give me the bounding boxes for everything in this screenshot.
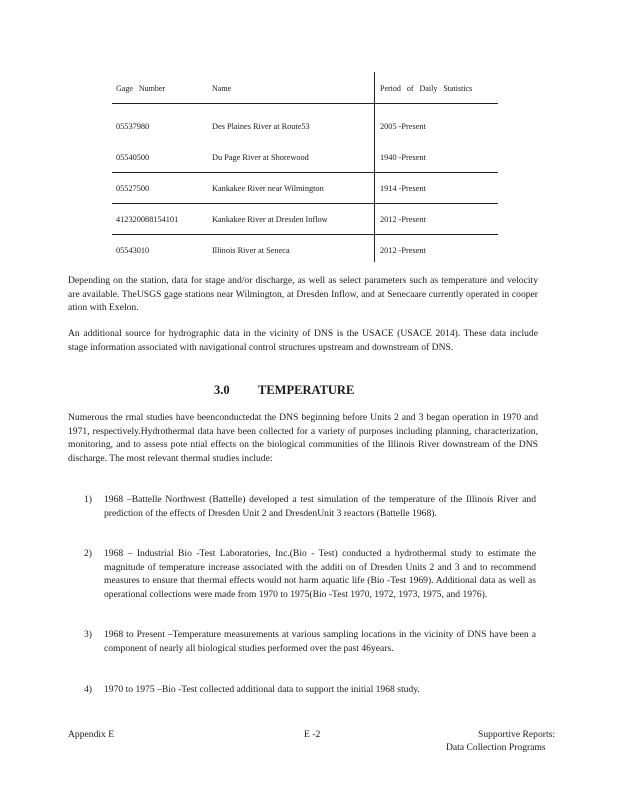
footer-report-subtitle: Data Collection Programs [446,742,546,753]
gage-number-cell: 05537980 [116,122,150,131]
table-row [112,172,498,203]
list-number: 2) [84,548,92,559]
gage-number-cell: 05540500 [116,153,150,162]
station-name-cell: Kankakee River near Wilmington [212,184,324,193]
section-title: TEMPERATURE [258,383,355,397]
footer-page-number: E -2 [304,729,321,740]
table-row [112,110,498,141]
list-number: 4) [84,684,92,695]
header-period: Period of Daily Statistics [380,84,473,93]
list-number: 3) [84,629,92,640]
period-cell: 1940 -Present [380,153,426,162]
footer-appendix: Appendix E [68,729,115,740]
list-text: 1968 to Present –Temperature measurements at various sampling locations in the vicinity of DNS have been a component of nearly all biological studies performed over the past 46years. [104,629,536,654]
list-text: 1970 to 1975 –Bio -Test collected additional data to support the initial 1968 study. [104,684,420,695]
footer-report-title: Supportive Reports: [478,729,556,740]
list-text: 1968 – Industrial Bio -Test Laboratories, Inc.(Bio - Test) conducted a hydrothermal study to estimate the magnitude of temperature increase associated with the additi on of Dresden Units 2 and 3 and to recommend measures to ensure that thermal effects would not harm aquatic life (Bio -Test 1969). Additional data as well as operational collections were made from 1970 to 1975(Bio -Test 1970, 1972, 1973, 1975, and 1976). [104,548,536,600]
table-header-row [112,72,498,104]
list-text: 1968 –Battelle Northwest (Battelle) developed a test simulation of the temperature of the Illinois River and prediction of the effects of Dresden Unit 2 and DresdenUnit 3 reactors (Battelle 1968). [104,494,536,519]
paragraph-thermal-studies: Numerous the rmal studies have beenconductedat the DNS beginning before Units 2 and 3 began operation in 1970 and 1971, respectively.Hydrothermal data have been collected for a variety of purposes including planning, characterization, monitoring, and to assess pote ntial effects on the biological communities of the Illinois River downstream of the DNS discharge. The most relevant thermal studies include: [68,412,538,464]
paragraph-data-availability: Depending on the station, data for stage and/or discharge, as well as select parameters such as temperature and velocity are available. TheUSGS gage stations near Wilmington, at Dresden Inflow, and at Senecaare currently operated in cooper ation with Exelon. [68,275,538,313]
table-row [112,203,498,234]
header-name: Name [212,84,232,93]
section-number: 3.0 [214,383,230,397]
station-name-cell: Kankakee River at Dresden Inflow [212,215,328,224]
station-name-cell: Du Page River at Shorewood [212,153,309,162]
station-name-cell: Des Plaines River at Route53 [212,122,310,131]
period-cell: 2012 -Present [380,246,426,255]
gage-number-cell: 412320088154101 [116,215,179,224]
list-number: 1) [84,494,92,505]
period-cell: 2005 -Present [380,122,426,131]
header-gage-number: Gage Number [116,84,166,93]
station-name-cell: Illinois River at Seneca [212,246,290,255]
paragraph-usace-source: An additional source for hydrographic data in the vicinity of DNS is the USACE (USACE 2014). These data include stage information associated with navigational control structures upstream and downstream of DNS. [68,328,538,353]
gage-number-cell: 05527500 [116,184,150,193]
table-row [112,234,498,265]
period-cell: 2012 -Present [380,215,426,224]
period-cell: 1914 -Present [380,184,426,193]
gage-number-cell: 05543010 [116,246,150,255]
table-row [112,141,498,172]
